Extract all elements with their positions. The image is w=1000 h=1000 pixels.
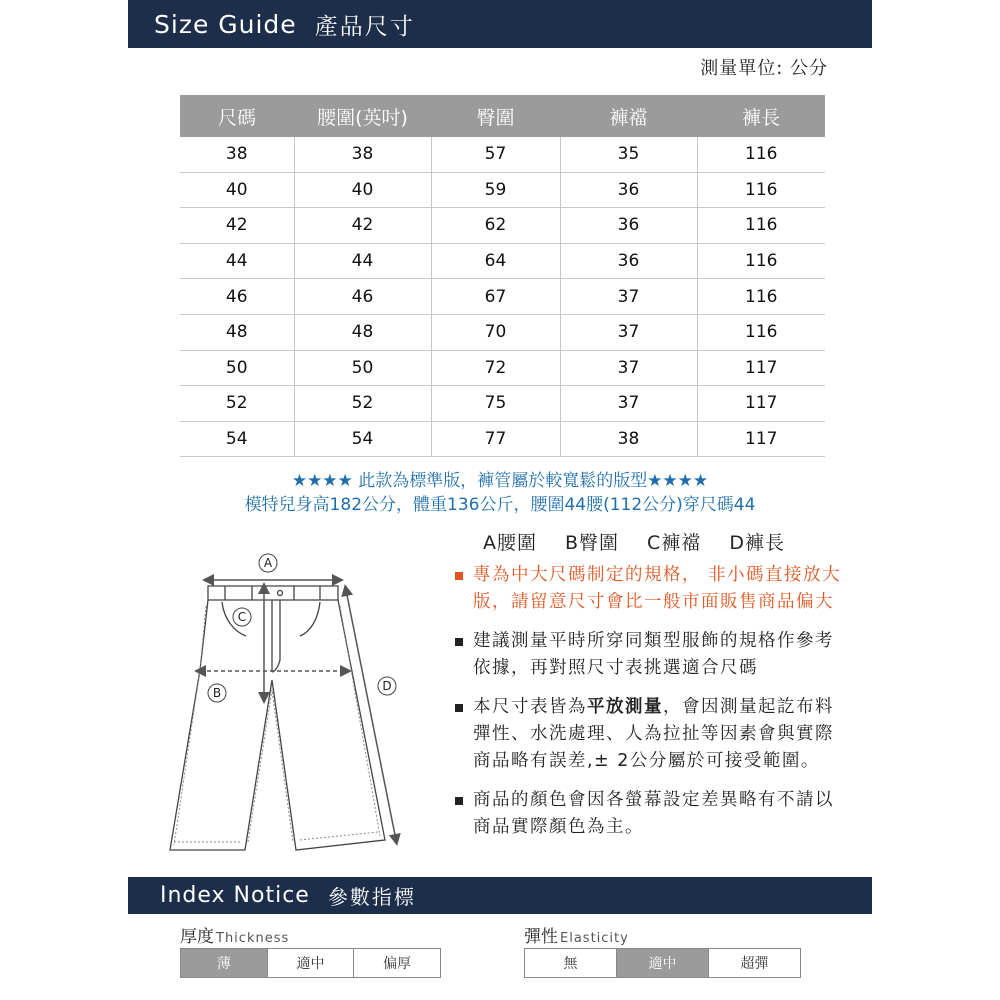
table-row [180,208,825,244]
table-cell: 44 [294,243,431,279]
marker-d: D [382,679,392,693]
table-cell: 37 [560,386,697,422]
marker-a: A [263,556,273,570]
table-cell: 42 [294,208,431,244]
column-header: 臀圍 [431,95,560,137]
table-row [180,314,825,350]
bullet-icon [455,704,463,712]
table-cell: 116 [697,314,825,350]
thickness-label-en: Thickness [216,931,290,946]
note-text-bold: 平放測量 [587,697,663,717]
table-cell: 37 [560,279,697,315]
banner-title-zh: 產品尺寸 [314,13,415,40]
elasticity-label-zh: 彈性 [524,927,558,947]
thickness-label-zh: 厚度 [180,927,214,947]
table-cell: 52 [180,386,294,422]
table-row [180,421,825,457]
table-cell: 116 [697,243,825,279]
elasticity-option: 適中 [616,949,708,977]
bullet-icon [455,797,463,805]
size-notes [455,562,845,853]
table-cell: 48 [294,314,431,350]
table-row [180,243,825,279]
table-row [180,137,825,172]
table-cell: 38 [294,137,431,172]
bullet-icon [455,638,463,646]
table-cell: 77 [431,421,560,457]
table-cell: 40 [294,172,431,208]
note-text-post: ，會因測量起訖布料彈性、水洗處理、人為拉扯等因素會與實際商品略有誤差,± 2公分屬於可接受範圍。 [473,697,834,771]
table-cell: 50 [180,350,294,386]
table-row [180,279,825,315]
table-cell: 116 [697,208,825,244]
index-title-zh: 參數指標 [327,885,416,909]
table-cell: 36 [560,172,697,208]
note-measure-advice [455,628,845,682]
legend-length: D褲長 [729,532,785,554]
pants-measurement-diagram [160,550,420,860]
measurement-legend [483,528,785,555]
table-cell: 52 [294,386,431,422]
table-cell: 116 [697,137,825,172]
table-cell: 42 [180,208,294,244]
table-cell: 48 [180,314,294,350]
index-title-en: Index Notice [160,883,310,908]
thickness-scale [180,948,441,978]
table-cell: 35 [560,137,697,172]
table-cell: 117 [697,386,825,422]
legend-hip: B臀圍 [565,532,620,554]
note-text-pre: 本尺寸表皆為 [473,697,587,717]
marker-b: B [212,686,222,700]
table-cell: 72 [431,350,560,386]
size-table [180,95,825,457]
elasticity-label [524,922,629,947]
table-cell: 40 [180,172,294,208]
marker-c: C [237,610,247,624]
table-cell: 54 [294,421,431,457]
bullet-icon [455,572,463,580]
legend-waist: A腰圍 [483,532,537,554]
table-cell: 54 [180,421,294,457]
table-cell: 44 [180,243,294,279]
thickness-option: 偏厚 [353,949,440,977]
table-cell: 117 [697,350,825,386]
fit-note-line2: 模特兒身高182公分，體重136公斤，腰圍44腰(112公分)穿尺碼44 [244,495,756,515]
table-row [180,350,825,386]
thickness-label [180,922,289,947]
note-flat-measurement [455,694,845,775]
table-cell: 50 [294,350,431,386]
banner-title-en: Size Guide [154,9,297,39]
column-header: 褲襠 [560,95,697,137]
table-cell: 38 [560,421,697,457]
note-large-size [455,562,845,616]
table-cell: 36 [560,243,697,279]
table-cell: 57 [431,137,560,172]
table-cell: 37 [560,350,697,386]
table-cell: 38 [180,137,294,172]
table-cell: 59 [431,172,560,208]
size-table-header [180,95,825,137]
table-cell: 117 [697,421,825,457]
table-cell: 36 [560,208,697,244]
column-header: 腰圍(英吋) [294,95,431,137]
table-cell: 116 [697,172,825,208]
table-row [180,172,825,208]
note-text: 專為中大尺碼制定的規格， 非小碼直接放大版，請留意尺寸會比一般市面販售商品偏大 [473,565,842,612]
elasticity-label-en: Elasticity [560,931,629,946]
table-cell: 75 [431,386,560,422]
table-cell: 37 [560,314,697,350]
column-header: 尺碼 [180,95,294,137]
column-header: 褲長 [697,95,825,137]
elasticity-scale [524,948,801,978]
table-cell: 70 [431,314,560,350]
table-cell: 116 [697,279,825,315]
fit-note-line1: ★★★★ 此款為標準版，褲管屬於較寬鬆的版型★★★★ [291,471,709,491]
table-cell: 46 [294,279,431,315]
note-text: 商品的顏色會因各螢幕設定差異略有不請以商品實際顏色為主。 [473,790,834,837]
table-cell: 64 [431,243,560,279]
unit-label: 測量單位: 公分 [700,58,828,79]
table-cell: 62 [431,208,560,244]
size-guide-banner [128,0,872,48]
elasticity-option: 無 [563,956,578,972]
table-cell: 67 [431,279,560,315]
note-text: 建議測量平時所穿同類型服飾的規格作參考依據，再對照尺寸表挑選適合尺碼 [473,631,834,678]
index-notice-banner [128,877,872,914]
thickness-option: 薄 [181,949,267,977]
thickness-option: 適中 [267,949,354,977]
legend-rise: C褲襠 [647,532,702,554]
note-color-variance [455,787,845,841]
table-row [180,386,825,422]
table-cell: 46 [180,279,294,315]
elasticity-option: 超彈 [708,949,800,977]
